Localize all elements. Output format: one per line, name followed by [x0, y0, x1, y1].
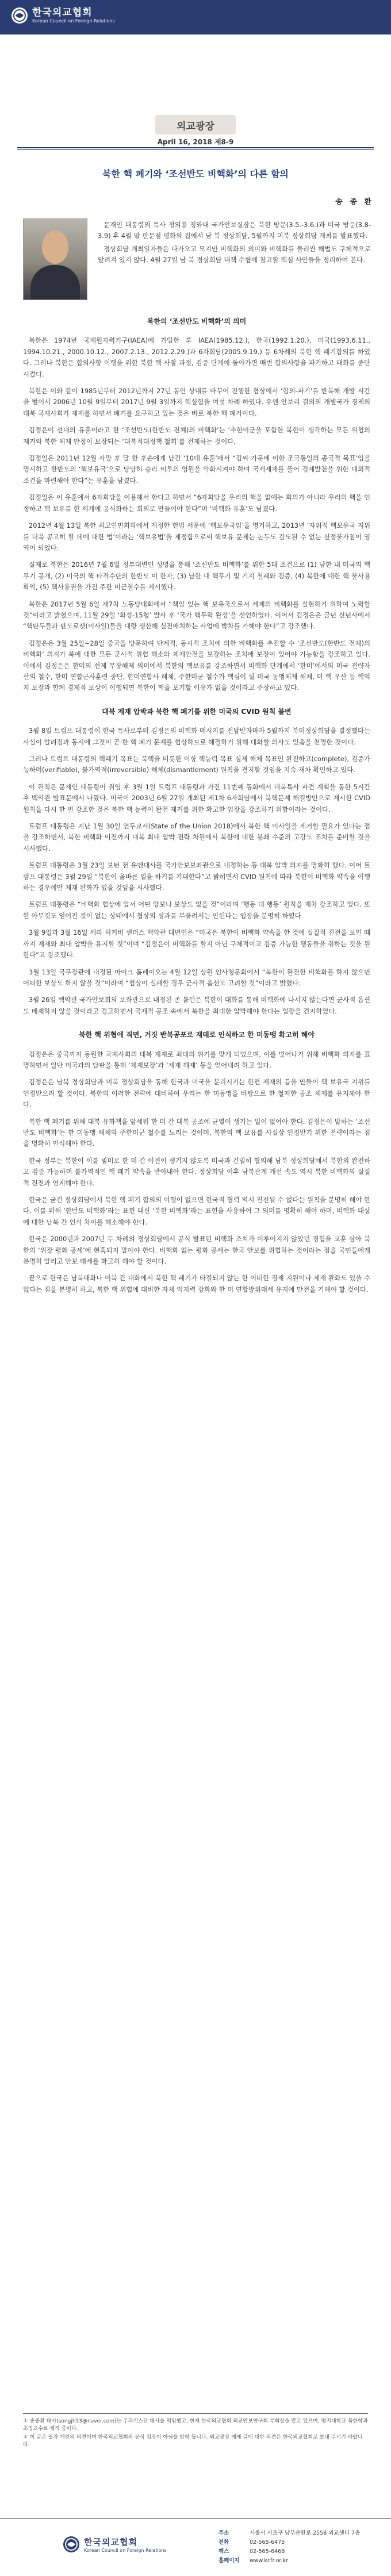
- author-photo-face: [42, 231, 68, 264]
- body-paragraph: 한국 정부는 북한이 이를 빌미로 한 미 간 이견이 생기지 않도록 미국과 긴밀히 협의해 남북 정상회담에서 북한의 완전하고 검증 가능하며 불가역적인 핵 폐기 약속을 받아내야 한다. 정상회담 이후 남북관계 개선 속도 역시 북한 비핵화의 실질적 진전과 연계해야 한다.: [23, 1156, 370, 1187]
- body-paragraph: 김정은은 중국까지 동원한 국제사회의 대북 제재로 최대의 위기를 맞게 되었으며, 이를 벗어나기 위해 비핵화 의지를 표명하면서 일단 미국과의 담판을 통해 ‘체제보장’과 ‘제재 해제’ 등을 얻어내려 하고 있다.: [23, 1050, 370, 1069]
- footer: [0, 2518, 391, 2576]
- article-headline: 북한 핵 폐기와 ‘조선반도 비핵화’의 다른 함의: [102, 168, 289, 179]
- fax-value: 02-565-6468: [250, 2548, 285, 2555]
- issue-date: April 16, 2018 제8-9: [157, 138, 234, 146]
- brand-name-ko: 한국외교협회: [32, 7, 93, 18]
- body-paragraph: 김정은은 3월 25일~28일 중국을 방문하여 단계적, 동시적 조치에 의한 비핵화를 추진할 수 ‘조선반도(한반도 전체)의 비핵화’ 의지가 북에 대한 모든 군사적 위협 해소와 체제안전을 보장하는 조치에 보장이 있어야 가능함을 강조하고 있다. 이에서 김정은은 한미의 선제 무장해제 의미에서 북한의 핵보유를 강조하면서 비핵화 단계에서 ‘한미’에서의 미국 전략자산의 철수, 한미 연합군사훈련 중단, 한미연합사 해체, 주한미군 철수가 핵심이 될 미국 동맹체제 해체, 미 핵 우산 등 핵억지 보장과 함께 경제적 보상이 이행되면 북한이 핵을 포기할 이유가 없을 것이라고 주장하고 있다.: [23, 639, 370, 692]
- body-paragraph: 그러나 트럼프 대통령의 핵폐기 목표는 북핵을 비롯한 이상 핵능력 목표 실제 해체 목표인 완전하고(complete), 검증가능하며(verifiable), 불가역적(irreversible) 해체(dismantlement) 원칙을 견지할 것임을 지속 재차 확인하고 있다.: [23, 755, 370, 774]
- article-author: 송 종 환: [335, 198, 374, 206]
- header-bar: [0, 0, 391, 34]
- brand-logo-group[interactable]: [12, 7, 115, 24]
- body-paragraph: 한국은 굳건 정상회담에서 북한 핵 폐기 합의의 이행이 없으면 한국적 협력 역시 진전될 수 없다는 원칙을 분명히 해야 한다. 이를 위해 ‘한반도 비핵화’라는 표현 대신 ‘북한 비핵화’라는 표현을 사용하여 그 의미를 명확히 해야 하며, 비핵화 대상에 대한 남북 간 인식 차이를 해소해야 한다.: [23, 1196, 370, 1226]
- phone-label: 전화: [218, 2539, 229, 2546]
- footer-name-ko: 한국외교협회: [84, 2537, 137, 2547]
- author-photo: [23, 218, 87, 300]
- kcfr-emblem-icon: [63, 2536, 79, 2552]
- body-paragraph: 북한은 이와 같이 1985년부터 2012년까지 27년 동안 상대를 바꾸어 진행한 협상에서 ‘합의-파기’를 반복해 개발 시간을 벌어서 2006년 10월 9일부터 2017년 9월 3일까지 핵실험을 여섯 차례 하였다. 유엔 안보리 결의의 개별국가 경제의 대북 국제사회가 제재를 하면서 폐기를 요구하고 있는 것은 바로 북한 핵 폐기이다.: [23, 387, 370, 417]
- article-body: [23, 304, 370, 1301]
- header-divider: [17, 147, 374, 148]
- body-paragraph: 트럼프 대통령은 3월 23일 보턴 전 유엔대사를 국가안보보좌관으로 내정하는 등 대북 압박 의지를 명확히 했다. 이어 트럼프 대통령은 3월 29일 “북한이 올바른 일을 하기를 기대한다”고 밝히면서 CVID 원칙에 따라 북한이 비핵화 약속을 이행하는 경우에만 제재 완화가 있을 것임을 시사했다.: [23, 861, 370, 892]
- footnote: ＊ 이 글은 필자 개인의 의견이며 한국외교협회의 공식 입장이 아님을 밝혀 둡니다. 외교광장 게재 글에 대한 의견은 한국외교협회로 보내 주시기 바랍니다.: [23, 2435, 363, 2448]
- body-paragraph: 북한 핵 폐기를 위해 대북 유화책을 앞세워 한 미 간 대북 공조에 균열이 생기는 일이 없어야 한다. 김정은이 말하는 ‘조선반도 비핵화’는 한 미동맹 해체와 주한미군 철수를 노리는 것이며, 북한의 핵 보유를 사실상 인정받기 위한 전략이라는 점을 명확히 인식해야 한다.: [23, 1117, 370, 1148]
- body-paragraph: 북한은 1974년 국제원자력기구(IAEA)에 가입한 후 IAEA(1985.12.), 한국(1992.1.20.), 미국(1993.6.11., 1994.10.21., 2000.10.12., 2007.2.13., 2012.2.29.)과 6자회담(2005.9.19.) 등 6차례의 북한 핵 폐기합의를 하였다. 그러나 북한은 합의사항 이행을 위한 북한 핵 사찰 과정, 검증 단계에 돌아가면 매번 합의사항을 파기하고 대화를 중단시켰다.: [23, 336, 370, 378]
- body-paragraph: 3월 13일 국무장관에 내정된 마이크 폼페이오는 4월 12일 상원 인사청문회에서 “북한이 완전한 비핵화를 하지 않으면 어떠한 보상도 하지 않을 것”이라며 “협상이 실패할 경우 군사적 옵션도 고려할 것”이라고 밝혔다.: [23, 968, 370, 987]
- body-paragraph: 2012년 4월 13일 북한 최고인민회의에서 개정한 헌법 서문에 ‘핵보유국임’을 명기하고, 2013년 ‘자위적 핵보유국 지위를 더욱 공고히 할 데에 대한 법’이라는 ‘핵보유법’을 제정함으로써 핵보유 문제는 논두도 감도될 수 없는 신정불가침이 영역이 되었다.: [23, 521, 370, 552]
- notes-divider: [23, 2413, 368, 2414]
- body-paragraph: 3월 9일과 3월 16일 세라 허커비 샌더스 백악관 대변인은 “미국은 북한이 비핵화 약속을 한 것에 실질적 진전을 보인 때까지 제재와 최대 압박을 유지할 것”이며 “김정은이 비핵화를 할지 아닌 구체적이고 검증 가능한 행동들을 취하는 것을 원한다”고 강조했다.: [23, 928, 370, 959]
- body-paragraph: 실제로 북한은 2016년 7월 6일 정부대변인 성명을 통해 ‘조선반도 비핵화’를 위한 5대 조건으로 (1) 남한 내 미국의 핵무기 공개, (2) 미국의 핵 타격수단의 한반도 이 한자, (3) 남한 내 핵무기 및 기지 철폐와 검증, (4) 북한에 대한 핵 불사용 확약, (5) 핵사용권을 가진 주한 미군철수를 제시했다.: [23, 560, 370, 592]
- body-paragraph: 트럼프 대통령은 “비핵화 협상에 앞서 어떤 양보나 보상도 없을 것”이라며 ‘행동 대 행동’ 원칙을 재차 강조하고 있다. 또한 아무것도 얻어진 것이 없는 상태에서 협상의 성과를 부풀려서는 안된다는 입장을 분명히 하였다.: [23, 900, 370, 920]
- article-intro: [98, 220, 371, 268]
- body-paragraph: 3월 8일 트럼프 대통령이 한국 특사로부터 김정은의 비핵화 메시지를 전달받자마자 5월까지 북미정상회담을 결정했다는 사실이 알려짐과 동시에 그것이 곧 한 핵 폐기 문제를 협상하므로 해결하기 위해 대화할 의사도 있음을 천명한 것이다.: [23, 727, 370, 746]
- body-paragraph: 김정은이 선대의 유훈이라고 한 ‘조선반도(한반도 전체)의 비핵화’는 ‘추한미군을 포함한 북한이 생각하는 모든 위협의 제거와 북한 체제 안정이 보장되는 ‘대북적대정책 철회’를 전제하는 것이다.: [23, 426, 370, 446]
- website-link[interactable]: www.kcfr.or.kr: [250, 2558, 288, 2564]
- body-paragraph: 끝으로 한국은 남북대화나 미북 간 대화에서 북한 핵 폐기가 타결되지 않는 한 어떠한 경제 지원이나 제재 완화도 있을 수 없다는 점을 분명히 하고, 북한 핵 위협에 대비한 자체 억지력 강화와 한 미 연합방위태세 유지에 만전을 기해야 할 것이다.: [23, 1274, 370, 1293]
- intro-paragraph: 정상회담 개최일자들은 다가오고 모지만 비핵화의 의미와 비핵화를 둘러싼 해법도 구체적으로 알려져 있지 않다. 4월 27일 남 북 정상회담 대책 수립에 참고할 핵심 사안들을 정리하여 본다.: [98, 245, 371, 264]
- footnotes: [23, 2418, 368, 2450]
- fax-label: 팩스: [218, 2548, 229, 2555]
- masthead-title: 외교광장: [155, 115, 236, 135]
- body-paragraph: 김정은은 남북 정상회담과 미북 정상회담을 통해 한국과 미국을 분리시키는 한편 제재의 틈을 만들어 핵 보유국 지위를 인정받으려 할 것이다. 북한의 이러한 전략에 대비하여 우리는 한 미동맹을 바탕으로 한 철저한 공조 체제를 유지해야 한다.: [23, 1078, 370, 1109]
- brand-name-en: Korean Council on Foreign Relations: [32, 18, 115, 24]
- body-paragraph: 트럼프 대통령은 지난 1월 30일 연두교서(State of the Union 2018)에서 북한 핵 미사일을 제거할 필요가 있다는 점을 강조하면서, 북한 비핵화 이전까지 대북 최대 압박 전략 차원에서 북한에 대한 봉쇄 수준의 고강도 조치를 준비할 것을 시사했다.: [23, 822, 370, 853]
- body-paragraph: 김정일은 2011년 12월 사망 후 달 한 후손에게 남긴 ‘10대 유훈’에서 “김씨 가문에 이한 조국통일의 종국적 목표’임을 명시하고 한반도의 ‘핵보유국’으로 당당히 승리 이루의 영원을 약화시켜야 하며 국제제재를 풀어 경제발전을 위한 대외적 조건을 마련해야 한다”는 유훈을 남겼다.: [23, 454, 370, 485]
- address-value: 서울시 서초구 남부순환로 2558 외교센터 7층: [250, 2530, 361, 2536]
- body-paragraph: 김정일은 이 유훈에서 6자회담을 이용해서 한다고 하면서 “6자회담을 우리의 핵을 없애는 회의가 아니라 우리의 핵을 인정하고 핵 보유를 한 세계에 공식화하는 회의로 만들어야 한다”며 ‘비핵화 유훈’도 남겼다.: [23, 493, 370, 513]
- section-title: 북한의 ‘조선반도 비핵화’의 의미: [147, 317, 247, 325]
- phone-value: 02-565-6475: [250, 2539, 285, 2546]
- body-paragraph: 한국은 2000년과 2007년 두 차례의 정상회담에서 공식 발표된 비핵화 조치가 이루어지지 않았던 경험을 교훈 삼아 북한의 ‘위장 평화 공세’에 현혹되지 말아야 한다. 비핵화 없는 평화 공세는 한국 안보를 위협하는 것이라는 점을 국민들에게 분명히 알리고 안보 태세를 확고히 해야 할 것이다.: [23, 1235, 370, 1266]
- body-paragraph: 이 원칙은 문재인 대통령이 취임 후 3월 1일 트럼프 대통령과 가진 11번째 통화에서 대북특사 파견 계획을 통한 5시간 후 백악관 발표문에서 나왔다. 미국이 2003년 6월 27일 개최된 제1차 6자회담에서 북핵문제 해결방안으로 제시한 CVID 원칙을 다시 한 번 강조한 것은 북한 핵 능력이 완전 제거를 위한 확고한 입장을 강조하기 위함이라는 것이다.: [23, 782, 370, 813]
- footer-brand[interactable]: [63, 2536, 167, 2553]
- body-paragraph: 3월 26일 백악관 국가안보회의 보좌관으로 내정된 존 볼턴은 북한이 대화를 통해 비핵화에 나서지 않는다면 군사적 옵션도 배제하지 않을 것이라고 경고하면서 국제적 공조 속에서 북한을 최대한 압박해야 한다는 입장을 견지하였다.: [23, 996, 370, 1015]
- section-title: 대북 제재 압박과 북한 핵 폐기를 위한 미국의 CVID 원칙 불변: [102, 707, 292, 716]
- intro-paragraph: 문재인 대통령의 특사 정의용 청와대 국가안보실장은 북한 방문(3.5.-3.6.)과 미국 방문(3.8-3.9) 후 4월 말 판문점 평화의 집에서 남 북 정상회담, 5월까지 미북 정상회담 개최를 발표했다.: [98, 221, 371, 240]
- author-photo-body: [30, 265, 80, 300]
- address-label: 주소: [218, 2530, 229, 2536]
- footer-name-en: Korean Council on Foreign Relations: [84, 2548, 167, 2553]
- section-title: 북한 핵 위협에 직면, 거짓 반복공포로 재테로 인식하고 한 미동맹 확고히 해야: [79, 1031, 315, 1039]
- kcfr-emblem-icon: [12, 7, 28, 24]
- body-paragraph: 북한은 2017년 5월 6일 제7차 노동당대회에서 “책임 있는 핵 보유국으로서 세계의 비핵화를 실현하기 위하여 노력할 것”이라고 밝혔으며, 11월 29일 ‘화성-15형’ 발사 후 ‘국가 핵무력 완성’을 선언하였다. 이어서 김정은은 금년 신년사에서 “핵탄두들과 탄도로켓(미사일)들을 대량 생산해 실전배치하는 사업에 박차를 가해야 한다”고 강조했다.: [23, 600, 370, 631]
- website-label: 홈페이지: [218, 2558, 240, 2564]
- header-divider-thin: [17, 149, 374, 150]
- footnote: ＊ 송종환 대사(songjh53@naver.com)는 주파키스탄 대사를 역임했고, 현재 한국외교협회 외교안보연구회 부회장을 맡고 있으며, 명지대학교 북한학과 초빙교수로 재직 중이다.: [23, 2418, 368, 2432]
- footer-contact: [218, 2529, 368, 2566]
